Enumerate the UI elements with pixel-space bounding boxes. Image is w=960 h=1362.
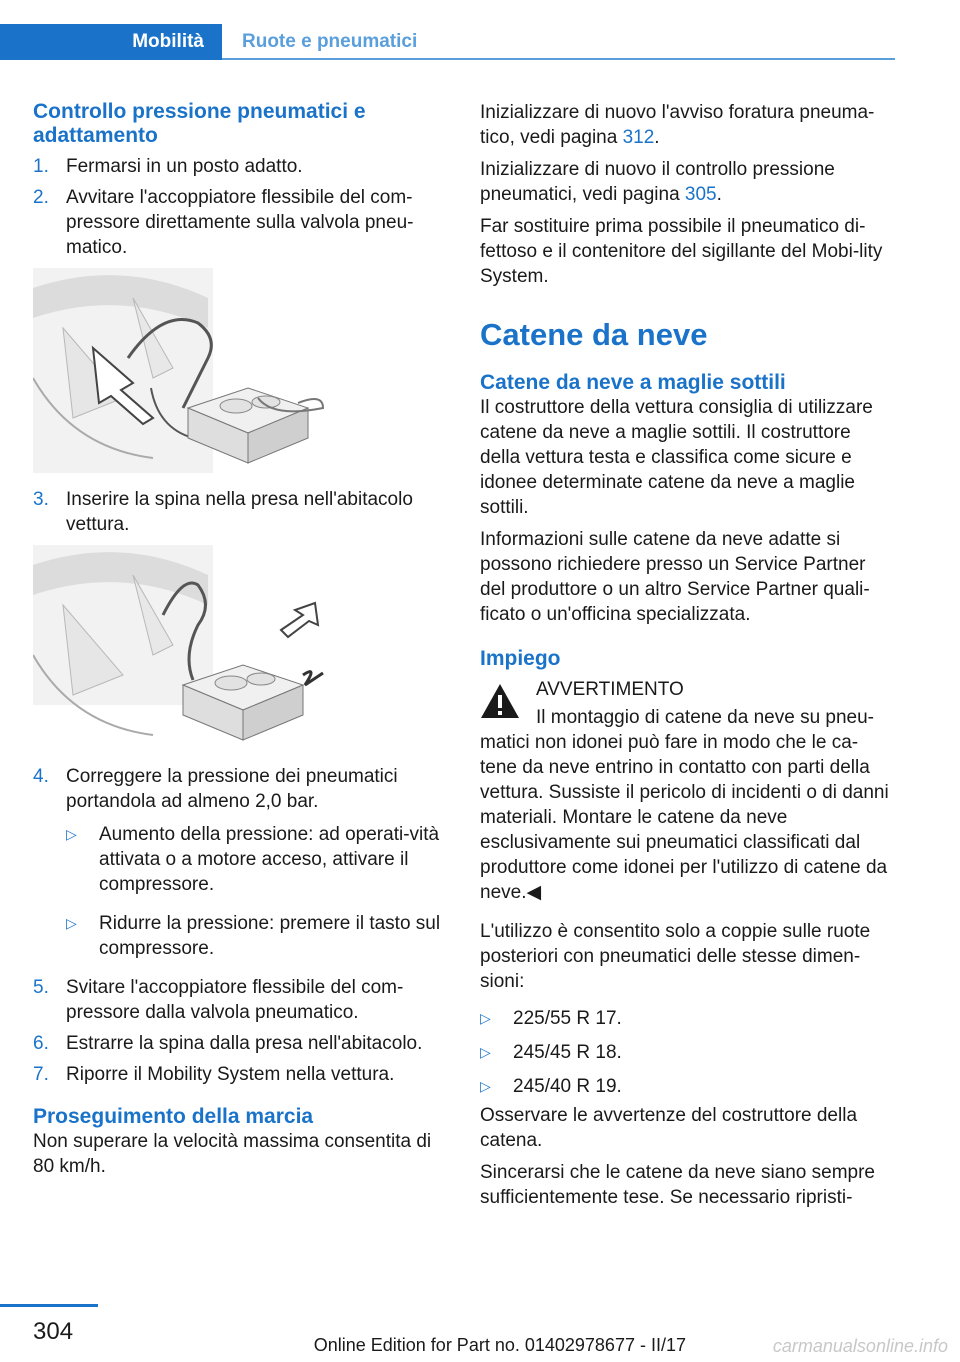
step-3	[33, 487, 453, 537]
section-heading-usage: Impiego	[480, 647, 561, 670]
replace-tire-text: Far sostituire prima possibile il pneumatico di‐fettoso e il contenitore del sigillante del Mobi‐lity System.	[480, 216, 883, 287]
reinit-flat-warning-text	[480, 100, 895, 150]
step-number: 1.	[33, 156, 49, 177]
step-number: 5.	[33, 977, 49, 998]
warning-title: AVVERTIMENTO	[536, 679, 684, 700]
step-number: 3.	[33, 489, 49, 510]
chain-info-text: Informazioni sulle catene da neve adatte si possono richiedere presso un Service Partner del produttore o un altro Service Partner quali‐ficato o un'officina specializzata.	[480, 529, 870, 625]
step-text: Estrarre la spina dalla presa nell'abitacolo.	[66, 1033, 423, 1054]
page-link-305[interactable]: 305	[684, 184, 717, 205]
warning-box	[480, 677, 895, 905]
tire-size-item	[480, 1040, 895, 1065]
tire-size-item	[480, 1074, 895, 1099]
chain-maker-notice-text: Osservare le avvertenze del costruttore della catena.	[480, 1105, 858, 1151]
tire-compressor-valve-illustration	[33, 268, 328, 473]
triangle-bullet-icon: ▷	[480, 1044, 491, 1060]
triangle-bullet-icon: ▷	[480, 1078, 491, 1094]
triangle-bullet-icon: ▷	[66, 915, 77, 931]
chain-tension-text: Sincerarsi che le catene da neve siano sempre sufficientemente tese. Se necessario ripristi‐	[480, 1162, 876, 1208]
list-item	[66, 822, 453, 897]
step-2	[33, 185, 453, 260]
step-number: 6.	[33, 1033, 49, 1054]
section-heading-pressure-check: Controllo pressione pneumatici e adattamento	[33, 100, 366, 147]
list-item-text: Aumento della pressione: ad operati‐vità attivata o a motore acceso, attivare il compressore.	[99, 824, 440, 895]
pressure-adjustment-list	[66, 822, 453, 961]
warning-first-line: Il montaggio di catene da neve su pneu‐	[536, 707, 875, 728]
punctuation: .	[654, 127, 660, 148]
tire-size-item	[480, 1006, 895, 1031]
paragraph-text: Inizializzare di nuovo l'avviso foratura pneuma‐tico, vedi pagina	[480, 102, 875, 148]
page-number: 304	[33, 1318, 74, 1345]
step-4	[33, 764, 453, 814]
list-item	[66, 911, 453, 961]
tire-size-text: 245/40 R 19.	[513, 1076, 622, 1097]
section-tab: Ruote e pneumatici	[242, 31, 418, 52]
usage-text: L'utilizzo è consentito solo a coppie sulle ruote posteriori con pneumatici delle stesse dimen‐sioni:	[480, 921, 871, 992]
step-1	[33, 154, 453, 179]
step-text: Fermarsi in un posto adatto.	[66, 156, 303, 177]
watermark: carmanualsonline.info	[772, 1336, 948, 1356]
step-number: 4.	[33, 766, 49, 787]
step-text: Inserire la spina nella presa nell'abitacolo vettura.	[66, 489, 413, 535]
paragraph-text: Inizializzare di nuovo il controllo pressione pneumatici, vedi pagina	[480, 159, 835, 205]
step-number: 2.	[33, 187, 49, 208]
section-heading-fine-link-chains: Catene da neve a maglie sottili	[480, 371, 786, 394]
chapter-tab: Mobilità	[0, 24, 222, 60]
triangle-bullet-icon: ▷	[66, 826, 77, 842]
step-6	[33, 1031, 453, 1056]
fine-link-chains-text: Il costruttore della vettura consiglia di utilizzare catene da neve a maglie sottili. Il costruttore della vettura testa e classifica come sicure e idonee determinate catene da neve a maglie sottili.	[480, 397, 873, 518]
continue-driving-text: Non superare la velocità massima consentita di 80 km/h.	[33, 1131, 432, 1177]
section-heading-continue-driving: Proseguimento della marcia	[33, 1105, 314, 1128]
header-divider	[222, 58, 895, 60]
step-number: 7.	[33, 1064, 49, 1085]
chapter-heading-snow-chains: Catene da neve	[480, 317, 708, 352]
page-link-312[interactable]: 312	[622, 127, 655, 148]
triangle-bullet-icon: ▷	[480, 1010, 491, 1026]
step-7	[33, 1062, 453, 1087]
step-5	[33, 975, 453, 1025]
step-text: Svitare l'accoppiatore flessibile del com‐pressore dalla valvola pneumatico.	[66, 977, 404, 1023]
step-text: Riporre il Mobility System nella vettura.	[66, 1064, 395, 1085]
left-column	[33, 100, 453, 1186]
header-bar	[0, 24, 895, 62]
tire-size-text: 225/55 R 17.	[513, 1008, 622, 1029]
tire-size-text: 245/45 R 18.	[513, 1042, 622, 1063]
punctuation: .	[716, 184, 722, 205]
footer-divider	[0, 1304, 98, 1307]
warning-text: matici non idonei può fare in modo che le ca‐tene da neve entrino in contatto con parti della vettura. Sussiste il pericolo di incidenti o di danni materiali. Montare le catene da neve esclusivamente sui pneumatici classificati dal produttore come idonei per l'utilizzo di catene da neve.◀	[480, 732, 889, 903]
list-item-text: Ridurre la pressione: premere il tasto sul compressore.	[99, 913, 441, 959]
step-text: Correggere la pressione dei pneumatici portandola ad almeno 2,0 bar.	[66, 766, 398, 812]
edition-note: Online Edition for Part no. 01402978677 - II/17	[313, 1335, 686, 1355]
right-column	[480, 100, 895, 1217]
reinit-pressure-control-text	[480, 157, 895, 207]
warning-triangle-icon	[480, 683, 520, 719]
compressor-plug-illustration	[33, 545, 328, 750]
step-text: Avvitare l'accoppiatore flessibile del com‐pressore direttamente sulla valvola pneu‐matico.	[66, 187, 414, 258]
